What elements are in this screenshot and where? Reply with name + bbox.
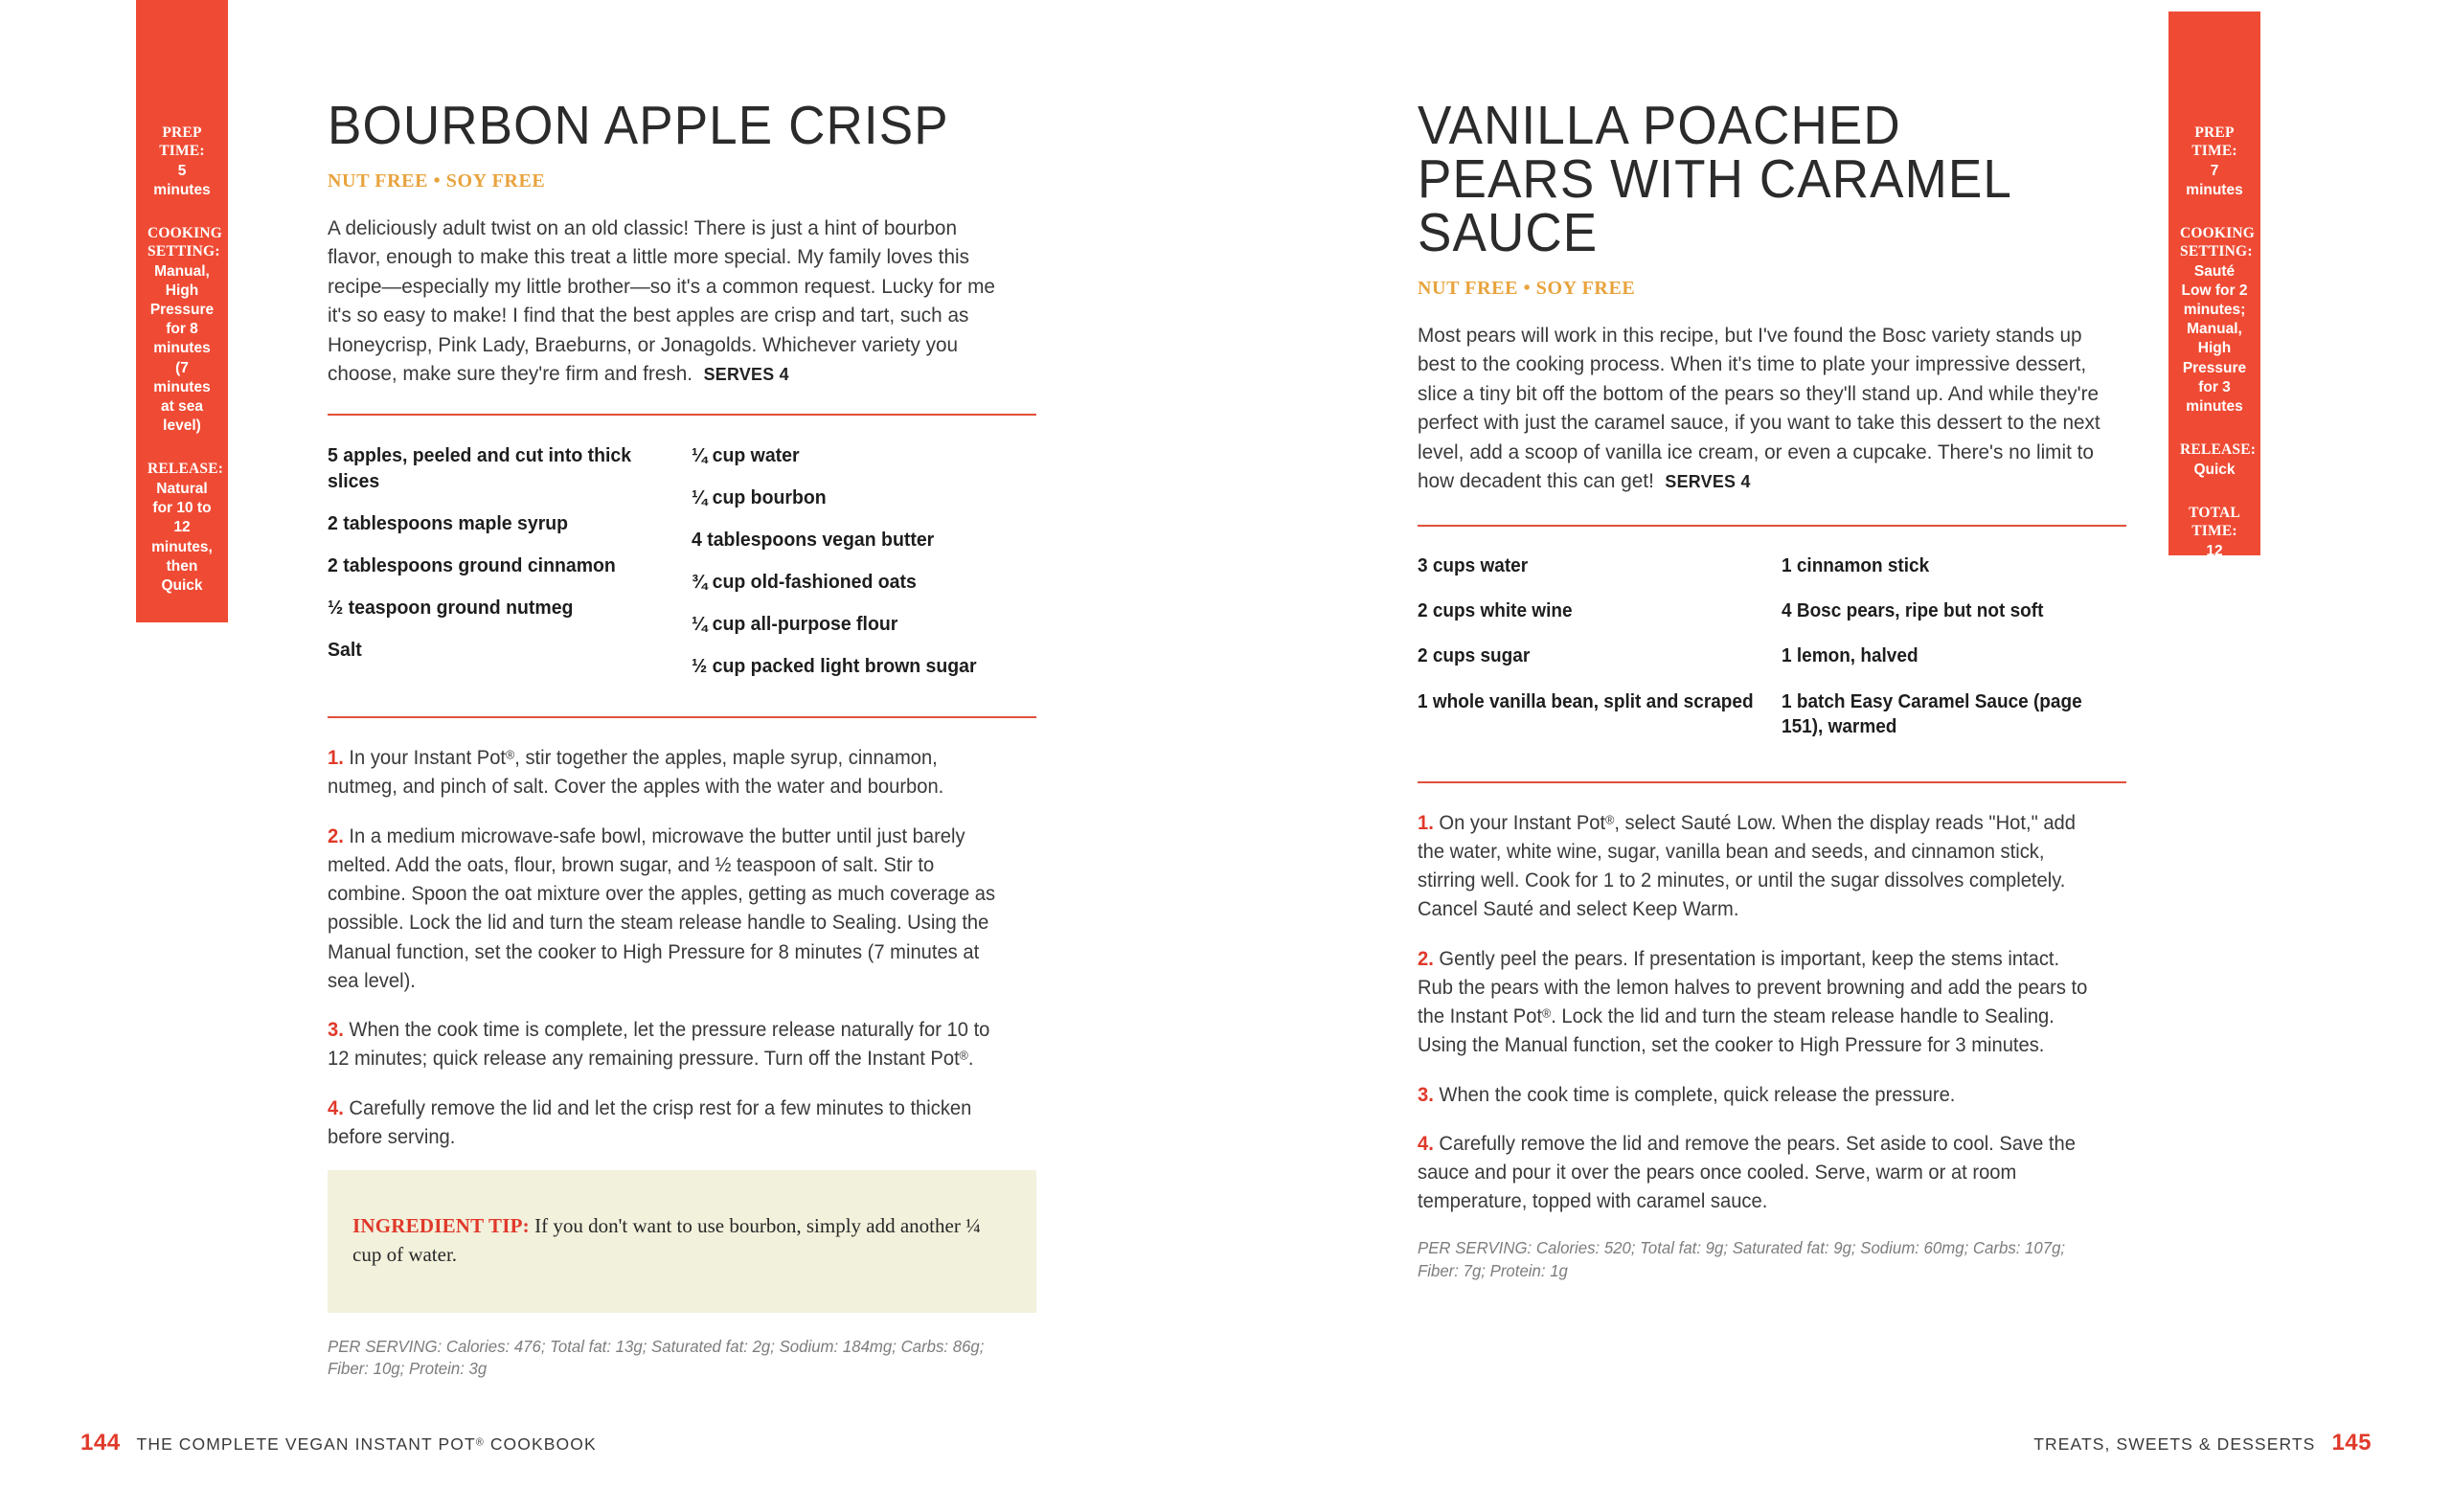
- info-value-total-time: 12 minutes: [2186, 542, 2243, 579]
- info-label-release: RELEASE:: [148, 461, 224, 478]
- info-label-total-time: TOTAL TIME:: [156, 620, 208, 655]
- ingredient-item: 3 cups water: [1418, 554, 1529, 576]
- instruction-step: [328, 1095, 1008, 1152]
- nutrition-info: PER SERVING: Calories: 520; Total fat: 9g; Saturated fat: 9g; Sodium: 60mg; Carbs: 107g; Fiber: 7g; Protein: 1g: [1418, 1238, 2066, 1280]
- instructions-list: [1418, 809, 2126, 1217]
- tip-label: INGREDIENT TIP:: [352, 1214, 530, 1238]
- page-footer-right: [2033, 1430, 2372, 1456]
- recipe-content-left: [328, 95, 1036, 1397]
- step-text: In a medium microwave-safe bowl, microwave the butter until just barely melted. Add the oats, flour, brown sugar, and ½ teaspoon of salt. Stir to combine. Spoon the oat mixture over the apples, getting as much coverage as possible. Lock the lid and turn the steam release handle to Sealing. Using the Manual function, set the cooker to High Pressure for 8 minutes (7 minutes at sea level).: [328, 824, 996, 992]
- ingredient-item: 1 lemon, halved: [1782, 645, 1918, 667]
- ingredient-item: ¼ cup water: [692, 443, 800, 466]
- info-value-prep-time: 7 minutes: [2186, 162, 2243, 198]
- ingredients-rule-bottom: [328, 716, 1036, 718]
- info-block-prep-time: [2180, 124, 2249, 200]
- info-label-prep-time: PREP TIME:: [2191, 124, 2237, 159]
- step-text: Carefully remove the lid and let the crisp rest for a few minutes to thicken before serving.: [328, 1096, 972, 1148]
- ingredient-item: 2 tablespoons maple syrup: [328, 512, 569, 535]
- ingredients-column-2: [682, 442, 1036, 695]
- info-value-prep-time: 5 minutes: [153, 162, 211, 198]
- ingredient-item: 2 cups sugar: [1418, 645, 1531, 667]
- info-block-release: [2180, 441, 2257, 480]
- ingredients-column-1: [328, 442, 682, 695]
- headnote-text: A deliciously adult twist on an old classic! There is just a hint of bourbon flavor, enough to make this treat a little more special. My family loves this recipe—especially my little brother—so it's a common request. Lucky for me it's so easy to make! I find that the best apples are crisp and tart, such as Honeycrisp, Pink Lady, Braeburns, or Jonagolds. Whichever variety you choose, make sure they're firm and fresh.: [328, 215, 995, 386]
- page-number: 145: [2331, 1430, 2372, 1456]
- instruction-step: [1418, 1130, 2098, 1217]
- ingredients-rule-top: [1418, 525, 2126, 527]
- info-block-cooking-setting: [2180, 225, 2256, 417]
- ingredient-item: 1 batch Easy Caramel Sauce (page 151), warmed: [1782, 690, 2082, 738]
- ingredient-item: Salt: [328, 639, 362, 662]
- info-block-total-time: [2180, 505, 2249, 580]
- info-label-cooking-setting: COOKING SETTING:: [148, 225, 223, 260]
- info-label-cooking-setting: COOKING SETTING:: [2180, 225, 2256, 260]
- page-number: 144: [80, 1430, 121, 1456]
- serves-label: SERVES 4: [1665, 471, 1751, 492]
- step-text: When the cook time is complete, quick release the pressure.: [1439, 1083, 1956, 1106]
- step-text: On your Instant Pot®, select Sauté Low. When the display reads "Hot," add the water, white wine, sugar, vanilla bean and seeds, and cinnamon stick, stirring well. Cook for 1 to 2 minutes, or until the sugar dissolves completely. Cancel Sauté and select Keep Warm.: [1418, 811, 2076, 921]
- page-right: [1226, 0, 2452, 1512]
- page-footer-left: [80, 1430, 597, 1456]
- tip-text-block: [352, 1211, 1011, 1270]
- instructions-list: [328, 744, 1036, 1152]
- ingredients-column-1: [1418, 553, 1772, 760]
- step-number: 1.: [1418, 811, 1434, 834]
- info-label-release: RELEASE:: [2180, 441, 2257, 459]
- ingredients-rule-top: [328, 414, 1036, 416]
- ingredient-item: 1 cinnamon stick: [1782, 554, 1930, 576]
- ingredients-list: [1418, 553, 2126, 760]
- ingredient-item: 2 tablespoons ground cinnamon: [328, 554, 616, 577]
- step-number: 4.: [328, 1096, 344, 1119]
- info-value-release: Natural for 10 to 12 minutes, then Quick: [151, 481, 213, 594]
- step-text: Carefully remove the lid and remove the pears. Set aside to cool. Save the sauce and pour it over the pears once cooled. Serve, warm or at room temperature, topped with caramel sauce.: [1418, 1132, 2076, 1213]
- headnote-text: Most pears will work in this recipe, but I've found the Bosc variety stands up best to the cooking process. When it's time to plate your impressive dessert, slice a tiny bit off the bottom of the pears so they'll stand up. And while they're perfect with just the caramel sauce, if you want to take this dessert to the next level, add a scoop of vanilla ice cream, or even a cupcake. There's no limit to how decadent this can get!: [1418, 323, 2100, 493]
- step-number: 3.: [328, 1019, 344, 1042]
- info-label-prep-time: PREP TIME:: [159, 124, 205, 159]
- step-text: When the cook time is complete, let the pressure release naturally for 10 to 12 minutes; quick release any remaining pressure. Turn off the Instant Pot®.: [328, 1019, 990, 1071]
- ingredient-item: ¾ cup old-fashioned oats: [692, 571, 917, 594]
- ingredients-rule-bottom: [1418, 781, 2126, 783]
- ingredient-tip-box: [328, 1170, 1036, 1313]
- recipe-headnote: [1418, 321, 2101, 496]
- step-number: 3.: [1418, 1083, 1434, 1106]
- running-head: TREATS, SWEETS & DESSERTS: [2033, 1434, 2316, 1454]
- info-value-release: Quick: [2193, 461, 2236, 478]
- ingredient-item: ¼ cup all-purpose flour: [692, 613, 898, 636]
- info-value-cooking-setting: Manual, High Pressure for 8 minutes (7 minutes at sea level): [149, 262, 215, 435]
- ingredient-item: 4 tablespoons vegan butter: [692, 529, 935, 552]
- step-number: 1.: [328, 747, 344, 770]
- nutrition-info: PER SERVING: Calories: 476; Total fat: 13g; Saturated fat: 2g; Sodium: 184mg; Carbs: 86g; Fiber: 10g; Protein: 3g: [328, 1336, 985, 1379]
- recipe-title: BOURBON APPLE CRISP: [328, 95, 949, 156]
- info-value-total-time: 25 minutes: [153, 658, 211, 694]
- step-text: In your Instant Pot®, stir together the apples, maple syrup, cinnamon, nutmeg, and pinch of salt. Cover the apples with the water and bourbon.: [328, 747, 944, 799]
- instruction-step: [328, 1016, 1008, 1073]
- ingredient-item: ½ cup packed light brown sugar: [692, 655, 977, 678]
- dietary-tags: NUT FREE • SOY FREE: [328, 169, 546, 192]
- recipe-content-right: [1418, 95, 2126, 1299]
- recipe-info-bar-right: [2168, 11, 2260, 579]
- instruction-step: [1418, 945, 2098, 1061]
- ingredients-list: [328, 442, 1036, 695]
- step-number: 2.: [1418, 947, 1434, 970]
- info-label-total-time: TOTAL TIME:: [2189, 505, 2240, 539]
- instruction-step: [1418, 1081, 2098, 1110]
- running-head: THE COMPLETE VEGAN INSTANT POT® COOKBOOK: [136, 1434, 597, 1454]
- instruction-step: [1418, 809, 2098, 925]
- ingredient-item: ½ teaspoon ground nutmeg: [328, 597, 574, 620]
- step-number: 2.: [328, 824, 344, 847]
- tip-text: If you don't want to use bourbon, simply add another ¼ cup of water.: [352, 1214, 981, 1267]
- ingredient-item: 2 cups white wine: [1418, 600, 1573, 622]
- ingredient-item: 5 apples, peeled and cut into thick slices: [328, 443, 632, 492]
- recipe-title: VANILLA POACHED PEARS WITH CARAMEL SAUCE: [1418, 95, 2010, 263]
- instruction-step: [328, 744, 1008, 801]
- instruction-step: [328, 823, 1008, 996]
- recipe-headnote: [328, 214, 1011, 389]
- serves-label: SERVES 4: [703, 364, 789, 385]
- ingredient-item: 1 whole vanilla bean, split and scraped: [1418, 690, 1754, 712]
- step-text: Gently peel the pears. If presentation is important, keep the stems intact. Rub the pears with the lemon halves to prevent browning and add the pears to the Instant Pot®. Lock the lid and turn the steam release handle to Sealing. Using the Manual function, set the cooker to High Pressure for 3 minutes.: [1418, 947, 2088, 1057]
- step-number: 4.: [1418, 1132, 1434, 1155]
- dietary-tags: NUT FREE • SOY FREE: [1418, 277, 1636, 299]
- ingredient-item: ¼ cup bourbon: [692, 486, 827, 508]
- ingredients-column-2: [1772, 553, 2126, 760]
- info-value-cooking-setting: Sauté Low for 2 minutes; Manual, High Pressure for 3 minutes: [2181, 262, 2248, 415]
- ingredient-item: 4 Bosc pears, ripe but not soft: [1782, 600, 2044, 622]
